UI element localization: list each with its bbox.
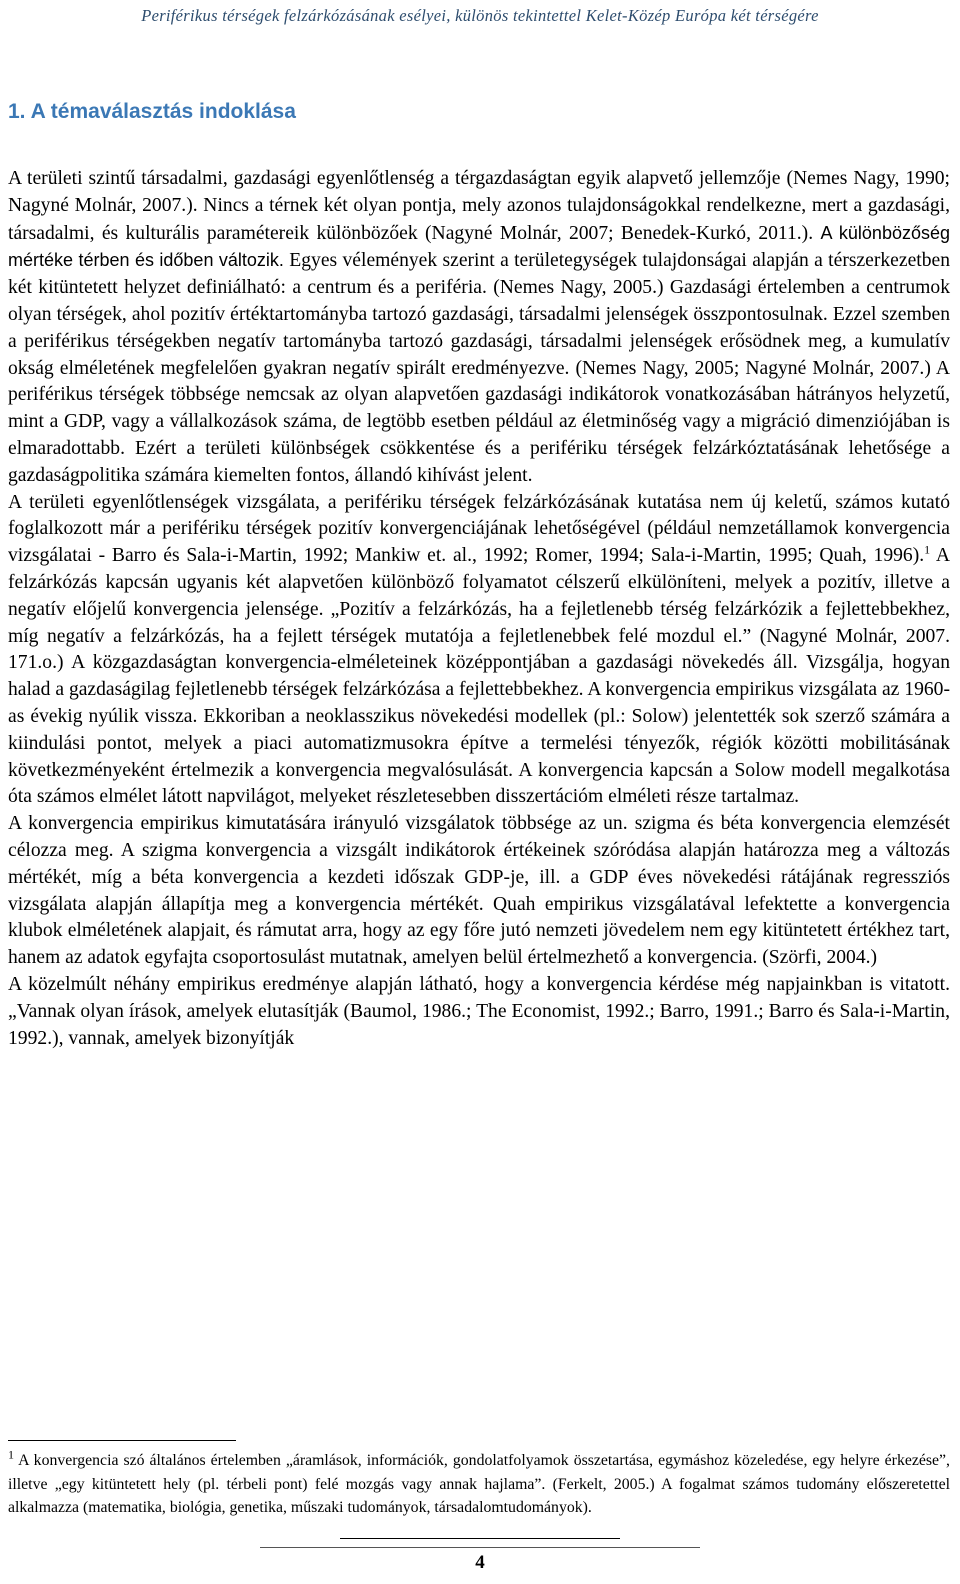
footnote-separator — [8, 1440, 236, 1441]
footnote-text: A konvergencia szó általános értelemben „áramlások, információk, gondolatfolyamok összetartása, egymáshoz közeledése, egy helyre érkezése”, illetve „egy kitüntetett hely (pl. térbeli pont) felé mozgás vagy annak hajlama”. (Ferkelt, 2005.) A fogalmat számos tudomány előszeretettel alkalmazza (matematika, biológia, genetika, műszaki tudományok, társadalomtudományok). — [8, 1452, 950, 1517]
page-number: 4 — [475, 1552, 485, 1573]
paragraph-1 — [8, 166, 950, 490]
section-heading: 1. A témaválasztás indoklása — [8, 100, 296, 123]
footer-rule-bottom — [260, 1547, 700, 1548]
footnotes — [8, 1449, 950, 1520]
body-text — [8, 166, 950, 1052]
footer-rule-top — [340, 1538, 620, 1539]
paragraph-1-part-c: Egyes vélemények szerint a területegységek tulajdonságai alapján a térszerkezetben két kitüntetett helyzet definiálható: a centrum és a periféria. (Nemes Nagy, 2005.) Gazdasági értelemben a centrumok olyan térségek, ahol pozitív értéktartományba tartozó gazdasági, társadalmi jelenségek összpontosulnak. Ezzel szemben a periférikus térségekben negatív tartományba tartozó gazdasági, társadalmi jelenségek erősödnek meg, a kumulatív okság elméletének megfelelően gyakran negatív spirált eredményezve. (Nemes Nagy, 2005; Nagyné Molnár, 2007.) A periférikus térségek többsége nemcsak az olyan alapvetően gazdasági indikátorok vonatkozásában hátrányos helyzetű, mint a GDP, vagy a vállalkozások száma, de legtöbb esetben például az életminőség vagy a migráció dimenziójában is elmaradottabb. Ezért a területi különbségek csökkentése és a perifériku térségek felzárkóztatásának lehetősége a gazdaságpolitika számára kiemelten fontos, állandó kihívást jelent. — [8, 250, 951, 486]
footnote-reference[interactable]: 1 — [924, 542, 931, 557]
paragraph-1-part-a: A területi szintű társadalmi, gazdasági egyenlőtlenség a térgazdaságtan egyik alapvető jellemzője (Nemes Nagy, 1990; Nagyné Molnár, 2007.). Nincs a térnek két olyan pontja, mely azonos tulajdonságokkal rendelkezne, mert a gazdasági, társadalmi, és kulturális paramétereik különbözőek (Nagyné Molnár, 2007; Benedek-Kurkó, 2011.). — [8, 168, 950, 244]
paragraph-3: A konvergencia empirikus kimutatására irányuló vizsgálatok többsége az un. szigma és béta konvergencia elemzését célozza meg. A szigma konvergencia a vizsgált indikátorok értékeinek szóródása alapján határozza meg a változás mértékét, míg a béta konvergencia a kezdeti időszak GDP-je, ill. a GDP éves növekedési rátájának regressziós vizsgálata alapján állapítja meg a konvergencia mértékét. Quah empirikus vizsgálatával lefektette a konvergencia klubok elméletének alapjait, és rámutat arra, hogy az egy főre jutó nemzeti jövedelem nem egy kitüntetett értékhez tart, hanem az adatok egyfajta csoportosulást mutatnak, amelyen belül értelmezhető a konvergencia. (Szörfi, 2004.) — [8, 813, 950, 969]
paragraph-2 — [8, 490, 950, 812]
running-header: Periférikus térségek felzárkózásának esélyei, különös tekintettel Kelet-Közép Európa két térségére — [141, 6, 819, 25]
paragraph-1-emphasis: A különbözőség mértéke térben és időben változik. — [8, 222, 950, 271]
footer-rules — [260, 1538, 700, 1550]
footnote-marker: 1 — [8, 1447, 14, 1462]
paragraph-4: A közelmúlt néhány empirikus eredménye alapján látható, hogy a konvergencia kérdése még napjainkban is vitatott. „Vannak olyan írások, amelyek elutasítják (Baumol, 1986.; The Economist, 1992.; Barro, 1991.; Barro és Sala-i-Martin, 1992.), vannak, amelyek bizonyítják — [8, 973, 950, 1049]
footnote-1 — [8, 1449, 950, 1520]
paragraph-2-part-a: A területi egyenlőtlenségek vizsgálata, a perifériku térségek felzárkózásának kutatása nem új keletű, számos kutató foglalkozott már a perifériku térségek pozitív konvergenciájának lehetőségével (például nemzetállamok konvergencia vizsgálatai - Barro és Sala-i-Martin, 1992; Mankiw et. al., 1992; Romer, 1994; Sala-i-Martin, 1995; Quah, 1996). — [8, 491, 950, 567]
paragraph-2-part-b: A felzárkózás kapcsán ugyanis két alapvetően különböző folyamatot célszerű elkülöníteni, melyek a pozitív, illetve a negatív előjelű konvergencia jelensége. „Pozitív a felzárkózás, ha a fejletlenebb térség felzárkózik a fejlettebbekhez, míg negatív a felzárkózás, ha a fejlett térségek mutatója a fejletlenebbek felé mozdul el.” (Nagyné Molnár, 2007. 171.o.) A közgazdaságtan konvergencia-elméleteinek középpontjában a gazdasági növekedés áll. Vizsgálja, hogyan halad a gazdaságilag fejletlenebb térségek felzárkózása a fejlettebbekhez. A konvergencia empirikus vizsgálata az 1960-as évekig nyúlik vissza. Ekkoriban a neoklasszikus növekedési modellek (pl.: Solow) jelentették sok szerző számára a kiindulási pontot, melyek a piaci automatizmusokra építve a termelési tényezők, régiók közötti mobilitásának következményeként értelmezik a konvergencia megvalósulását. A konvergencia kapcsán a Solow modell megalkotása óta számos elmélet látott napvilágot, melyeket részletesebben disszertációm elméleti része tartalmaz. — [8, 545, 950, 808]
